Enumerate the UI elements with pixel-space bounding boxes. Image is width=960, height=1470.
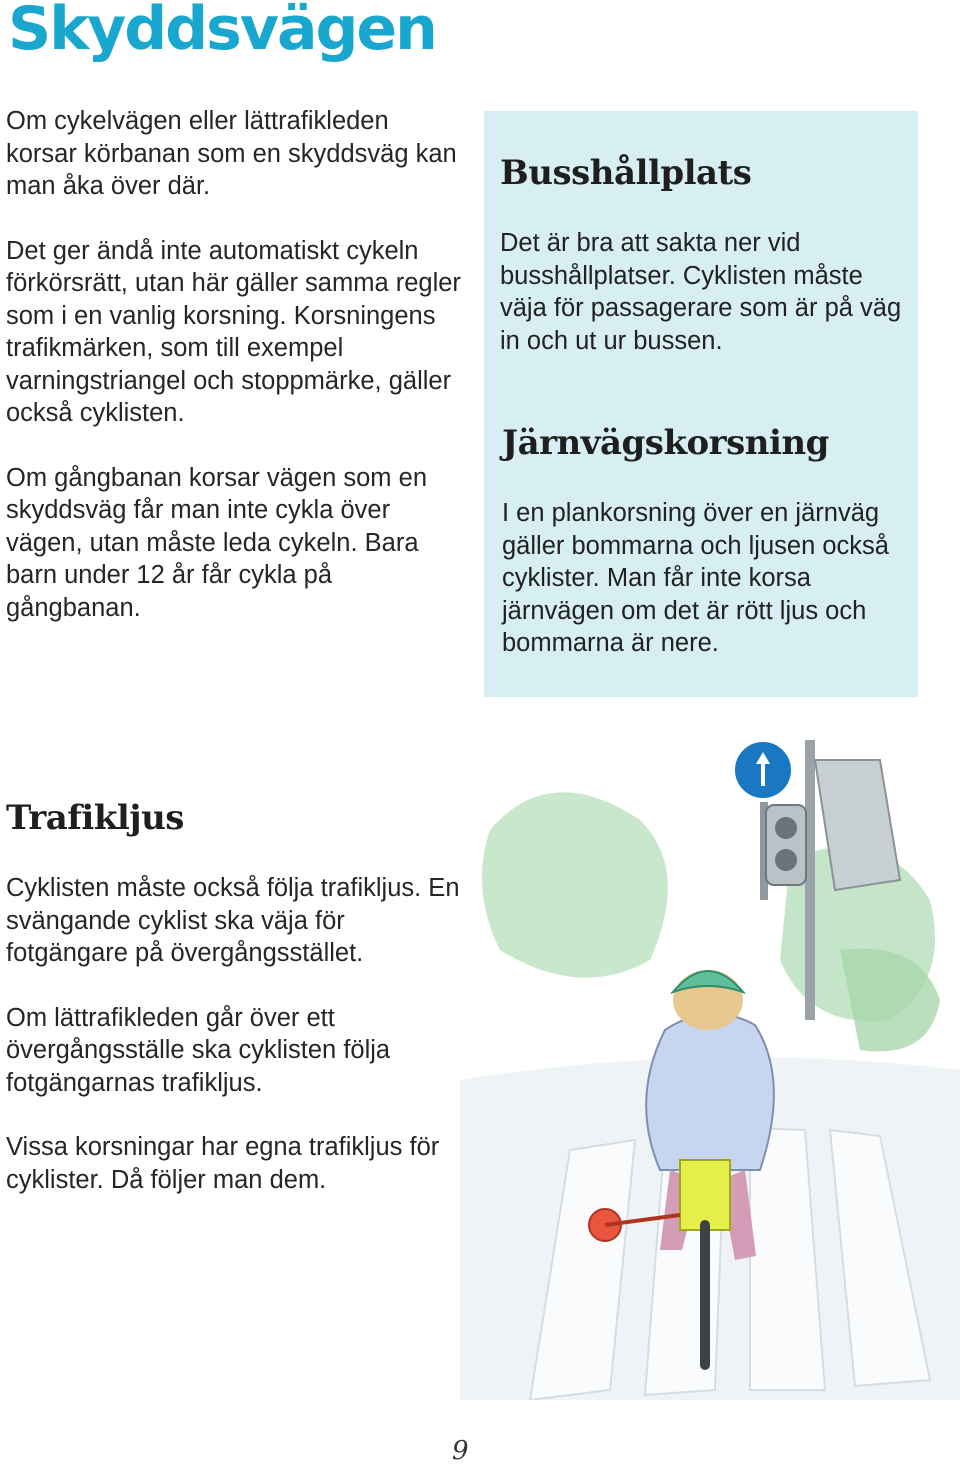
intro-paragraph-2: Det ger ändå inte automatiskt cykeln förkörsrätt, utan här gäller samma regler som i en vanlig korsning. Korsningens trafikmärken, som till exempel varningstriangel och stoppmärke, gäller också cyklisten. (6, 236, 461, 427)
jarnvagskorsning-text: I en plankorsning över en järnväg gäller bommarna och ljusen också cyklister. Man får inte korsa järnvägen om det är rött ljus och bommarna är nere. (502, 499, 889, 657)
trafikljus-section (6, 872, 466, 1228)
trafikljus-paragraph-2: Om lättrafikleden går över ett övergångsställe ska cyklisten följa fotgängarnas trafikljus. (6, 1003, 391, 1097)
intro-paragraph-3: Om gångbanan korsar vägen som en skyddsväg får man inte cykla över vägen, utan måste leda cykeln. Bara barn under 12 år får cykla på gångbanan. (6, 463, 427, 622)
intro-section (6, 105, 466, 656)
intro-paragraph-1: Om cykelvägen eller lättrafikleden korsar körbanan som en skyddsväg kan man åka över där. (6, 107, 457, 200)
jarnvagskorsning-heading: Järnvägskorsning (502, 423, 829, 463)
trafikljus-paragraph-3: Vissa korsningar har egna trafikljus för cyklister. Då följer man dem. (6, 1133, 440, 1194)
trafikljus-paragraph-1: Cyklisten måste också följa trafikljus. En svängande cyklist ska väja för fotgängare på övergångsstället. (6, 874, 460, 967)
trafikljus-heading: Trafikljus (6, 798, 184, 838)
busshallplats-heading: Busshållplats (500, 153, 752, 193)
page-number: 9 (452, 1436, 469, 1466)
page-title: Skyddsvägen (8, 0, 436, 64)
busshallplats-text: Det är bra att sakta ner vid busshållplatser. Cyklisten måste väja för passagerare som är på väg in och ut ur bussen. (500, 229, 902, 355)
cyclist-illustration (460, 700, 960, 1400)
info-box (484, 111, 918, 697)
